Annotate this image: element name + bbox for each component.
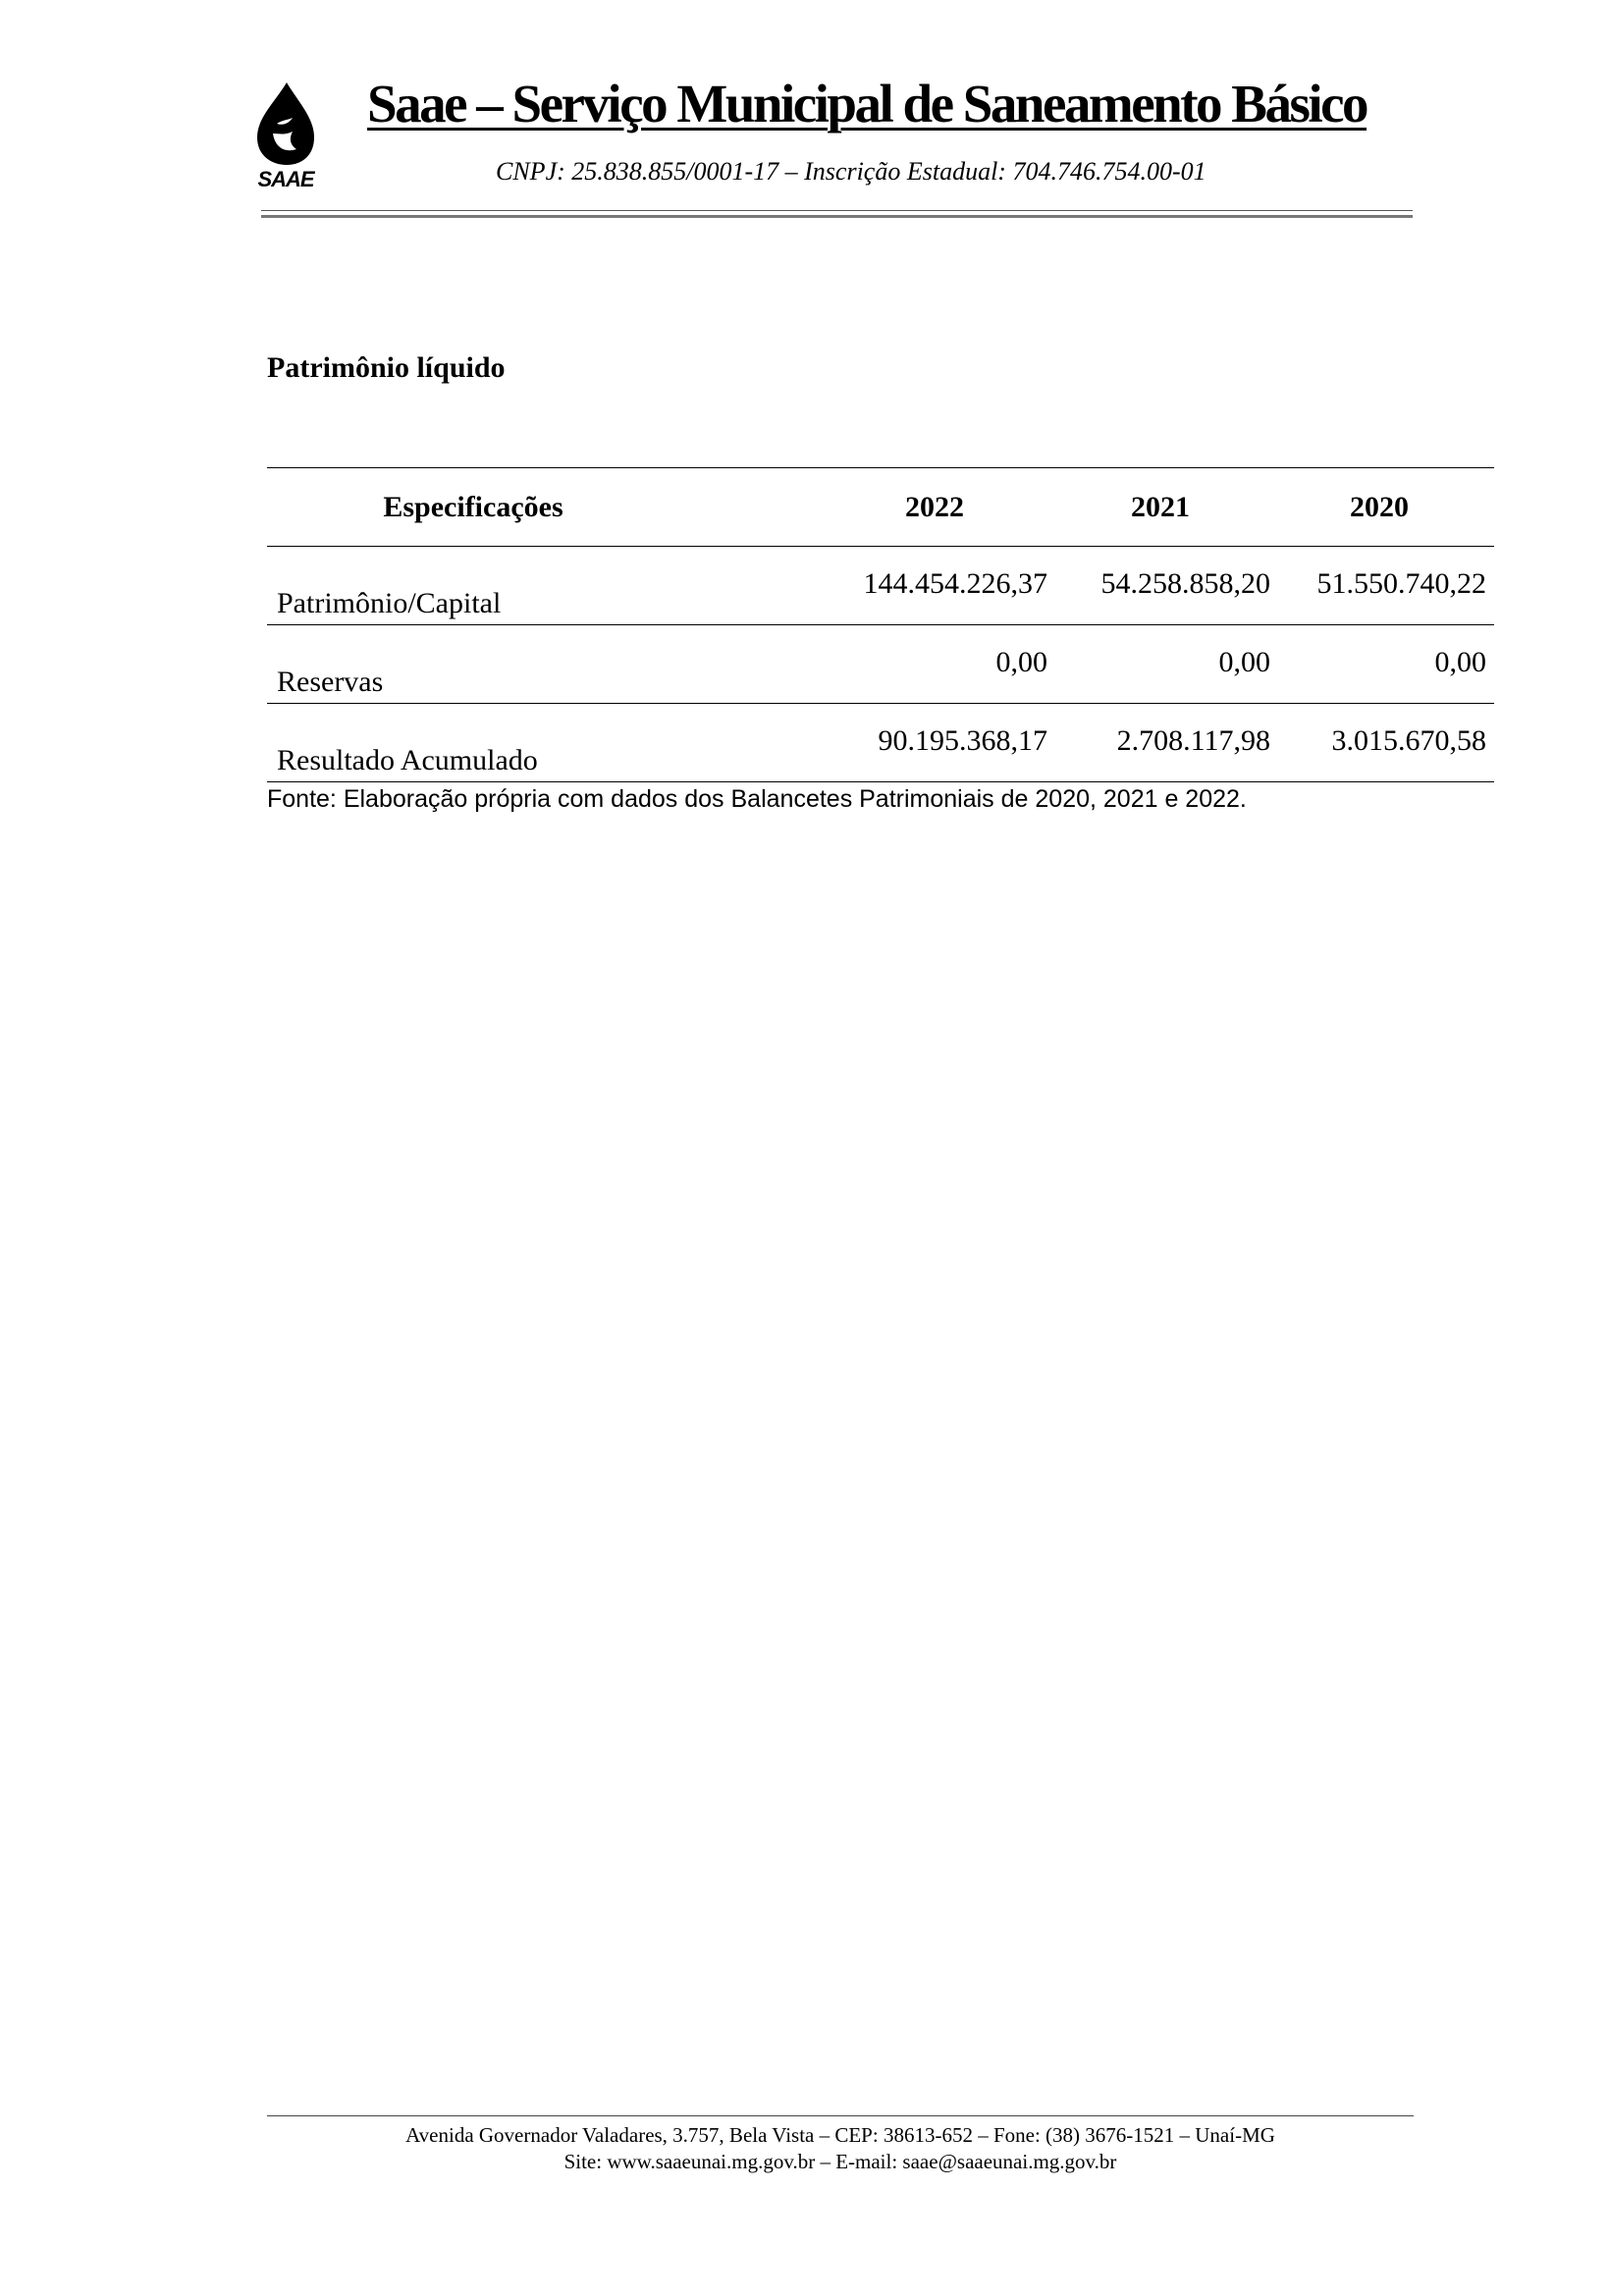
table-source-note: Fonte: Elaboração própria com dados dos Balancetes Patrimoniais de 2020, 2021 e 2022.: [267, 785, 1247, 813]
column-header-especificacoes: Especificações: [383, 491, 563, 523]
cell-patrimonio-2020: 51.550.740,22: [1316, 567, 1486, 600]
section-title: Patrimônio líquido: [267, 351, 506, 384]
row-label-resultado: Resultado Acumulado: [277, 744, 538, 776]
cell-patrimonio-2022: 144.454.226,37: [863, 567, 1047, 600]
header-bottom-rule: [267, 546, 1494, 547]
table-top-rule: [267, 467, 1494, 468]
column-header-2021: 2021: [1131, 491, 1190, 523]
footer-divider: [267, 2115, 1414, 2116]
header-divider-thick: [261, 215, 1413, 218]
organization-identifiers: CNPJ: 25.838.855/0001-17 – Inscrição Estadual: 704.746.754.00-01: [496, 157, 1206, 186]
svg-text:SAAE: SAAE: [257, 167, 314, 188]
row-rule: [267, 624, 1494, 625]
cell-reservas-2020: 0,00: [1434, 646, 1486, 678]
organization-name: Saae – Serviço Municipal de Saneamento Básico: [367, 74, 1367, 133]
cell-resultado-2021: 2.708.117,98: [1116, 724, 1270, 757]
footer-address: Avenida Governador Valadares, 3.757, Bela Vista – CEP: 38613-652 – Fone: (38) 3676-1521 – Unaí-MG: [405, 2123, 1275, 2147]
row-rule: [267, 703, 1494, 704]
footer-contact: Site: www.saaeunai.mg.gov.br – E-mail: saae@saaeunai.mg.gov.br: [563, 2150, 1117, 2173]
saae-logo: [253, 75, 318, 188]
cell-patrimonio-2021: 54.258.858,20: [1100, 567, 1270, 600]
water-drop-icon: [253, 75, 318, 188]
header-divider: [261, 210, 1413, 211]
cell-reservas-2021: 0,00: [1218, 646, 1270, 678]
cell-reservas-2022: 0,00: [995, 646, 1047, 678]
column-header-2020: 2020: [1350, 491, 1409, 523]
row-label-reservas: Reservas: [277, 666, 384, 698]
cell-resultado-2020: 3.015.670,58: [1331, 724, 1486, 757]
table-bottom-rule: [267, 781, 1494, 782]
row-label-patrimonio: Patrimônio/Capital: [277, 587, 502, 619]
cell-resultado-2022: 90.195.368,17: [878, 724, 1047, 757]
column-header-2022: 2022: [905, 491, 964, 523]
